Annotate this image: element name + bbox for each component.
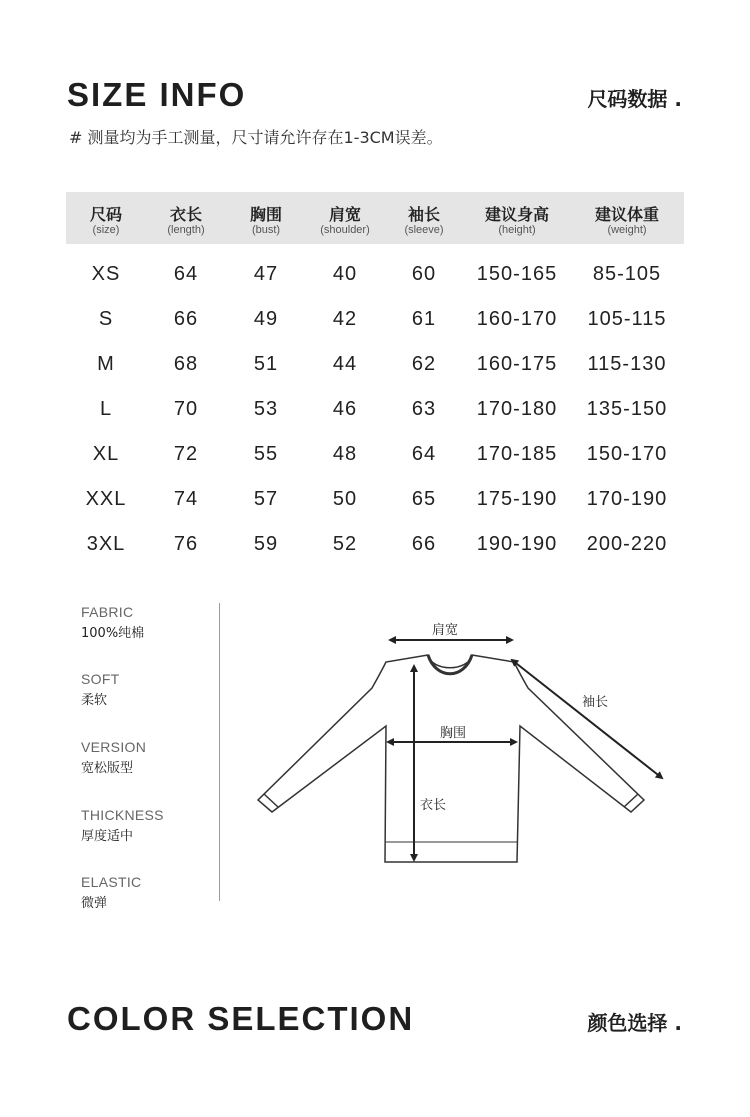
header-bust-en: (bust)	[251, 224, 281, 236]
cell-sleeve: 62	[411, 353, 437, 375]
spec-thickness	[81, 807, 164, 844]
color-selection-title-cn: 颜色选择 .	[587, 1011, 682, 1035]
cell-bust: 57	[253, 488, 279, 510]
size-table-header	[66, 192, 684, 244]
size-info-title: SIZE INFO	[67, 76, 247, 113]
cell-size: XS	[91, 263, 121, 285]
table-row	[66, 533, 684, 563]
header-sleeve	[384, 192, 464, 244]
garment-measurement-diagram	[250, 610, 690, 880]
header-length-cn: 衣长	[169, 205, 202, 224]
label-length: 衣长	[420, 798, 447, 813]
table-row	[66, 443, 684, 473]
cell-height: 160-175	[476, 353, 558, 375]
spec-version	[81, 739, 146, 776]
cell-size: M	[97, 353, 115, 375]
cell-size: L	[99, 398, 113, 420]
spec-fabric-en: FABRIC	[81, 604, 134, 620]
cell-bust: 59	[253, 533, 279, 555]
header-shoulder	[306, 192, 384, 244]
cell-length: 70	[173, 398, 199, 420]
measurement-note: # 测量均为手工测量，尺寸请允许存在1-3CM误差。	[69, 128, 443, 147]
spec-soft	[81, 671, 120, 708]
spec-fabric	[81, 604, 144, 641]
cell-weight: 115-130	[587, 353, 667, 375]
cell-length: 64	[173, 263, 199, 285]
cell-shoulder: 52	[332, 533, 358, 555]
table-row	[66, 353, 684, 383]
cell-shoulder: 50	[332, 488, 358, 510]
size-info-title-cn: 尺码数据 .	[587, 87, 682, 111]
spec-soft-cn: 柔软	[81, 693, 108, 708]
spec-thickness-en: THICKNESS	[81, 807, 164, 823]
cell-length: 72	[173, 443, 199, 465]
label-bust: 胸围	[440, 726, 467, 741]
cell-sleeve: 63	[411, 398, 437, 420]
cell-shoulder: 46	[332, 398, 358, 420]
spec-elastic-cn: 微弹	[81, 896, 108, 911]
header-weight-en: (weight)	[607, 224, 647, 236]
sleeve-arrow	[512, 660, 662, 778]
cell-bust: 53	[253, 398, 279, 420]
cell-weight: 170-190	[586, 488, 668, 510]
cell-sleeve: 60	[411, 263, 437, 285]
table-row	[66, 263, 684, 293]
cell-shoulder: 48	[332, 443, 358, 465]
cell-bust: 47	[253, 263, 279, 285]
cell-weight: 200-220	[586, 533, 668, 555]
spec-version-cn: 宽松版型	[81, 761, 134, 776]
header-bust-cn: 胸围	[249, 205, 282, 224]
cell-size: S	[98, 308, 114, 330]
cell-bust: 51	[253, 353, 279, 375]
header-length	[146, 192, 226, 244]
cell-sleeve: 64	[411, 443, 437, 465]
cell-weight: 105-115	[587, 308, 667, 330]
cell-length: 66	[173, 308, 199, 330]
cell-sleeve: 66	[411, 533, 437, 555]
cell-height: 170-180	[476, 398, 558, 420]
header-sleeve-en: (sleeve)	[404, 224, 444, 236]
cell-sleeve: 61	[411, 308, 437, 330]
cell-bust: 49	[253, 308, 279, 330]
header-size-cn: 尺码	[89, 205, 122, 224]
cell-shoulder: 42	[332, 308, 358, 330]
label-sleeve: 袖长	[582, 695, 609, 710]
cell-shoulder: 40	[332, 263, 358, 285]
header-height-cn: 建议身高	[484, 205, 549, 224]
spec-version-en: VERSION	[81, 739, 147, 755]
cell-height: 175-190	[476, 488, 558, 510]
header-shoulder-en: (shoulder)	[320, 224, 370, 236]
cell-height: 150-165	[476, 263, 558, 285]
cell-length: 68	[173, 353, 199, 375]
header-weight-cn: 建议体重	[594, 205, 659, 224]
header-size-en: (size)	[92, 224, 120, 236]
label-shoulder: 肩宽	[432, 623, 459, 638]
header-size	[66, 192, 146, 244]
cell-height: 170-185	[476, 443, 558, 465]
header-sleeve-cn: 袖长	[407, 205, 440, 224]
cell-height: 190-190	[476, 533, 558, 555]
divider-line	[219, 603, 220, 901]
cell-size: XL	[92, 443, 120, 465]
cell-bust: 55	[253, 443, 279, 465]
cell-sleeve: 65	[411, 488, 437, 510]
cell-weight: 135-150	[586, 398, 668, 420]
tshirt-outline	[258, 655, 644, 862]
header-shoulder-cn: 肩宽	[328, 205, 361, 224]
cell-length: 74	[173, 488, 199, 510]
cell-height: 160-170	[476, 308, 558, 330]
spec-elastic	[81, 874, 141, 911]
cell-size: XXL	[85, 488, 127, 510]
measurement-arrows	[388, 640, 662, 860]
cell-size: 3XL	[86, 533, 126, 555]
cell-length: 76	[173, 533, 199, 555]
table-row	[66, 308, 684, 338]
spec-fabric-cn: 100%纯棉	[81, 626, 145, 641]
cell-weight: 150-170	[586, 443, 668, 465]
header-height	[464, 192, 570, 244]
table-row	[66, 398, 684, 428]
header-weight	[570, 192, 684, 244]
header-bust	[226, 192, 306, 244]
cell-shoulder: 44	[332, 353, 358, 375]
cell-weight: 85-105	[592, 263, 662, 285]
spec-elastic-en: ELASTIC	[81, 874, 142, 890]
spec-thickness-cn: 厚度适中	[81, 829, 134, 844]
header-length-en: (length)	[167, 224, 205, 236]
spec-soft-en: SOFT	[81, 671, 120, 687]
header-height-en: (height)	[498, 224, 536, 236]
table-row	[66, 488, 684, 518]
color-selection-title: COLOR SELECTION	[67, 1000, 415, 1037]
